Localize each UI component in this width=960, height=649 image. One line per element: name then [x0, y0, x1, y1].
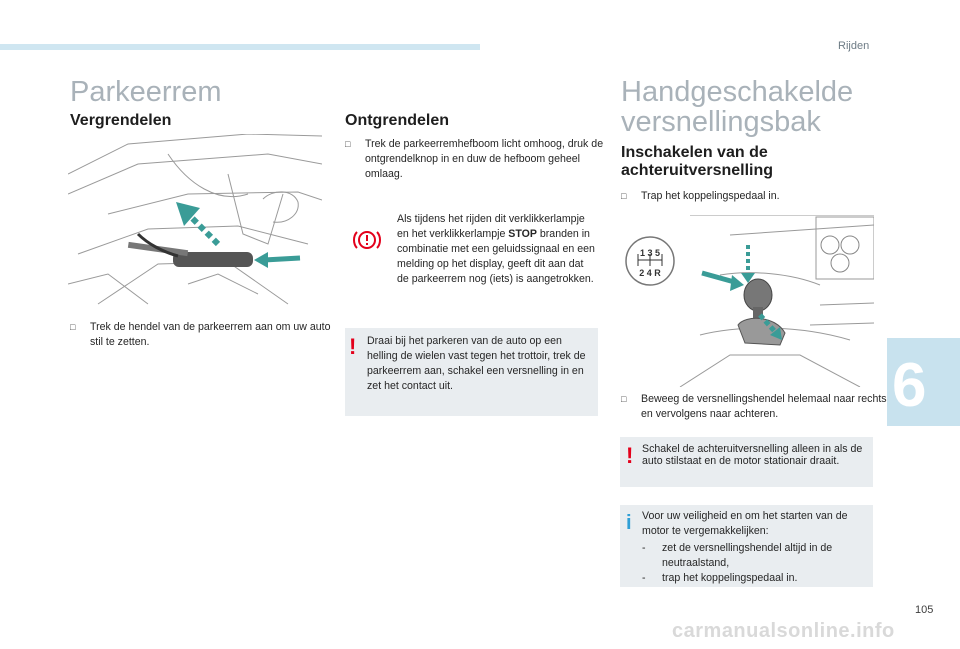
watermark: carmanualsonline.info [672, 620, 895, 642]
lock-instruction: □ Trek de hendel van de parkeerrem aan om uw auto stil te zetten. [70, 321, 331, 348]
page-title-parking-brake: Parkeerrem [70, 76, 222, 108]
dashboard-vents [816, 217, 874, 279]
unlock-instruction: □ Trek de parkeerremhefboom licht omhoog, druk de ontgrendelknop in en duw de hefboom geheel omlaag. [345, 138, 604, 180]
page-title-manual-gearbox-line1: Handgeschakelde [621, 76, 854, 108]
page-title-manual-gearbox-line2: versnellingsbak [621, 106, 821, 138]
info-icon: i [626, 512, 632, 534]
section-label: Rijden [838, 40, 870, 52]
heading-reverse-line1: Inschakelen van de [621, 144, 768, 161]
chapter-number: 6 [892, 351, 927, 420]
bullet-square-icon: □ [70, 322, 76, 332]
warning-exclamation-icon: ! [349, 334, 357, 359]
reverse-step-1: □ Trap het koppelingspedaal in. [621, 190, 780, 202]
reverse-info-box: i Voor uw veiligheid en om het starten van de motor te vergemakkelijken: - zet de versnellingshendel altijd in de neutraalstand, - trap het koppelingspedaal in. [620, 505, 873, 587]
heading-reverse-line2: achteruitversnelling [621, 162, 774, 179]
gear-top-label: 1 3 5 [639, 248, 661, 258]
page-number: 105 [915, 604, 934, 616]
parking-warning-box: ! Draai bij het parkeren van de auto op een helling de wielen vast tegen het trottoir, trek de parkeerrem aan, schakel een versnelling in en zet het contact uit. [345, 328, 598, 416]
bullet-square-icon: □ [621, 394, 627, 404]
parking-brake-figure [68, 134, 322, 308]
heading-unlock: Ontgrendelen [345, 112, 450, 129]
bullet-square-icon: □ [621, 191, 627, 201]
reverse-warning-box: ! Schakel de achteruitversnelling alleen in als de auto stilstaat en de motor stationair draait. [620, 437, 873, 487]
header-accent-bar [0, 44, 480, 50]
push-arrow [264, 258, 300, 260]
brake-alert-text: Als tijdens het rijden dit verklikkerlampje en het verklikkerlampje STOP branden in combinatie met een geluidssignaal en een melding op het display, geeft dit aan dat de parkeerrem nog (iets) is aangetrokken. [397, 213, 595, 285]
pull-arrow [188, 214, 218, 244]
bullet-square-icon: □ [345, 139, 351, 149]
brake-lever [128, 234, 253, 267]
heading-lock: Vergrendelen [70, 112, 172, 129]
gear-bottom-label: 2 4 R [639, 268, 661, 278]
warning-exclamation-icon: ! [626, 443, 634, 468]
gear-shift-figure [620, 215, 874, 387]
brake-warning-lamp-icon [352, 226, 382, 254]
reverse-step-2: □ Beweeg de versnellingshendel helemaal naar rechts en vervolgens naar achteren. [621, 393, 887, 420]
gear-pattern-badge [626, 237, 674, 285]
